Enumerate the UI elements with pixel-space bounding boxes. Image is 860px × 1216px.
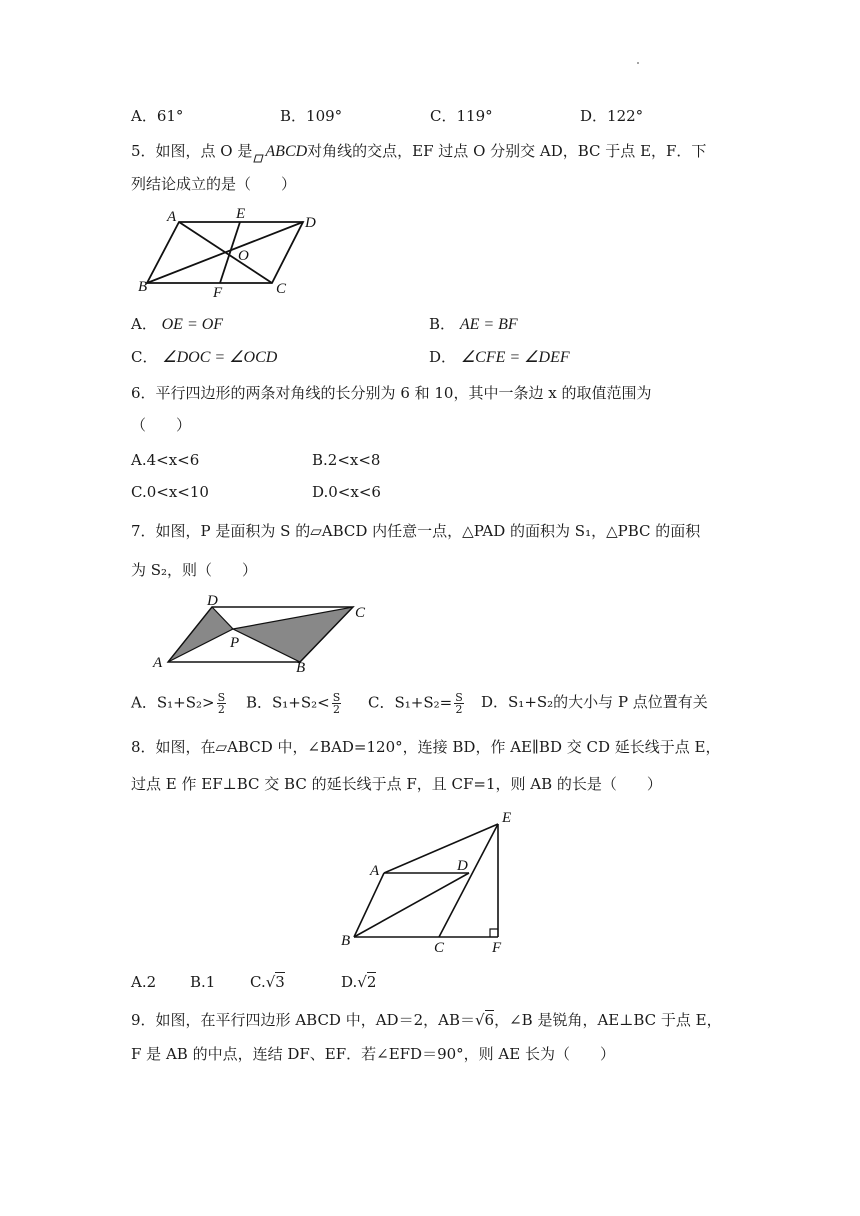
q6-option-b: B.2<x<8	[312, 451, 381, 469]
scan-dot	[637, 62, 639, 64]
q8-label-c: C	[434, 940, 445, 956]
q8-segment-ab	[354, 873, 384, 937]
q6-option-d: D.0<x<6	[312, 483, 381, 501]
right-angle-icon	[490, 929, 498, 937]
frac-denominator: 2	[333, 703, 341, 716]
q7-option-d: D．S₁+S₂的大小与 P 点位置有关	[481, 693, 708, 711]
q7-option-a	[131, 692, 228, 715]
q5-stem-line1	[131, 141, 706, 162]
q7-option-b-fraction	[332, 692, 342, 715]
q5-option-a	[131, 314, 223, 335]
q8-segment-ce	[439, 824, 498, 937]
q5-label-f: F	[213, 285, 223, 300]
q5-option-c-expr: ∠DOC = ∠OCD	[162, 349, 278, 366]
q8-stem-line2: 过点 E 作 EF⊥BC 交 BC 的延长线于点 F，且 CF=1，则 AB 的长是（ ）	[131, 775, 662, 793]
q8-label-d: D	[457, 858, 468, 874]
q5-option-c	[131, 347, 277, 368]
q8-segment-bd	[354, 873, 469, 937]
q5-label-d: D	[305, 215, 316, 231]
q5-option-d-label: D．	[429, 348, 457, 366]
q5-option-c-label: C．	[131, 348, 158, 366]
q5-option-b-expr: AE = BF	[459, 316, 518, 333]
q6-option-a: A.4<x<6	[131, 451, 200, 469]
q7-label-p: P	[230, 635, 240, 651]
q8-figure	[335, 807, 525, 957]
q7-triangle-pbc	[233, 607, 353, 662]
frac-denominator: 2	[217, 703, 225, 716]
q8-option-b: B.1	[190, 973, 216, 991]
q8-label-e: E	[502, 810, 512, 826]
q5-label-o: O	[238, 248, 249, 264]
q5-diagonal-bd	[147, 222, 303, 283]
q8-stem-line1: 8．如图，在▱ABCD 中，∠BAD=120°，连接 BD，作 AE∥BD 交 CD 延长线于点 E，	[131, 738, 721, 756]
q6-stem-line1: 6．平行四边形的两条对角线的长分别为 6 和 10，其中一条边 x 的取值范围为	[131, 384, 652, 402]
q8-label-b: B	[341, 933, 351, 949]
q5-stem-abcd: ABCD	[265, 143, 308, 160]
frac-numerator: S	[332, 691, 341, 704]
q7-option-b-text: B．S₁+S₂<	[246, 693, 330, 712]
q5-figure	[135, 200, 325, 300]
q8-option-a: A.2	[131, 973, 157, 991]
sqrt-icon: √	[357, 973, 367, 991]
q5-option-a-label: A．	[131, 315, 157, 333]
q7-label-c: C	[355, 605, 366, 621]
q7-label-a: A	[153, 655, 163, 671]
q7-figure	[145, 592, 385, 672]
frac-denominator: 2	[455, 703, 463, 716]
q7-option-a-text: A．S₁+S₂>	[131, 693, 215, 712]
q9-stem-line1	[131, 1010, 722, 1030]
q8-option-c-radicand: 3	[275, 973, 285, 991]
q7-stem-line2: 为 S₂，则（ ）	[131, 561, 258, 579]
q9-stem-radicand: 6	[484, 1011, 495, 1029]
sqrt-icon: √	[474, 1011, 485, 1029]
q9-stem-line2: F 是 AB 的中点，连结 DF、EF．若∠EFD＝90°，则 AE 长为（ ）	[131, 1045, 615, 1063]
q5-option-a-expr: OE = OF	[161, 316, 224, 333]
frac-numerator: S	[217, 691, 226, 704]
q7-triangle-pad	[168, 607, 233, 662]
q8-label-f: F	[492, 940, 502, 956]
q6-option-c: C.0<x<10	[131, 483, 209, 501]
q8-segment-ae	[384, 824, 498, 873]
q5-option-b-label: B．	[429, 315, 456, 333]
q8-label-a: A	[370, 863, 380, 879]
q5-label-e: E	[236, 206, 246, 222]
q7-stem-line1: 7．如图，P 是面积为 S 的▱ABCD 内任意一点，△PAD 的面积为 S₁，△PBC 的面积	[131, 522, 701, 540]
q8-option-d	[341, 972, 376, 992]
q5-option-d	[429, 347, 570, 368]
q5-label-c: C	[276, 281, 287, 297]
q5-stem-post: 对角线的交点，EF 过点 O 分别交 AD，BC 于点 E，F．下	[307, 142, 707, 160]
q9-stem-pre: 9．如图，在平行四边形 ABCD 中，AD＝2，AB＝	[131, 1011, 475, 1029]
parallelogram-icon	[253, 148, 264, 157]
q4-option-d: D．122°	[580, 107, 644, 125]
frac-numerator: S	[455, 691, 463, 704]
q8-option-d-radicand: 2	[366, 973, 377, 991]
q7-option-a-fraction	[217, 692, 227, 715]
q9-stem-post: ，∠B 是锐角，AE⊥BC 于点 E，	[494, 1011, 722, 1029]
q8-option-d-label: D.	[341, 973, 358, 991]
q6-stem-line2: （ ）	[131, 416, 192, 434]
q5-option-d-expr: ∠CFE = ∠DEF	[460, 349, 570, 366]
q7-option-c-fraction	[454, 692, 464, 715]
q4-option-b: B．109°	[280, 107, 343, 125]
q5-stem-pre: 5．如图，点 O 是	[131, 142, 253, 160]
q7-option-c-text: C．S₁+S₂=	[368, 693, 453, 712]
q7-option-c	[368, 692, 466, 715]
sqrt-icon: √	[265, 973, 276, 991]
q8-option-c	[250, 972, 285, 992]
q4-option-a: A．61°	[131, 107, 184, 125]
q5-label-a: A	[167, 209, 177, 225]
q8-option-c-label: C.	[250, 973, 266, 991]
q4-option-c: C．119°	[430, 107, 493, 125]
q7-option-b	[246, 692, 343, 715]
q7-label-d: D	[207, 593, 218, 609]
q5-stem-line2: 列结论成立的是（ ）	[131, 175, 297, 193]
q7-label-b: B	[296, 660, 306, 672]
q5-label-b: B	[138, 279, 148, 295]
q5-option-b	[429, 314, 518, 335]
